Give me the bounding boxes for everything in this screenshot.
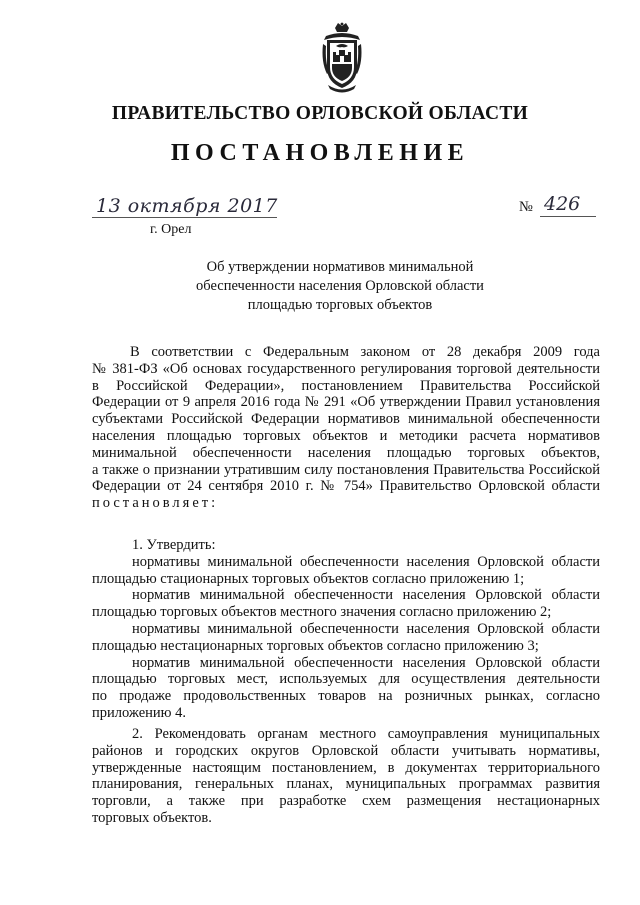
preamble-line: № 381-ФЗ «Об основах государственного регулирования торговой деятельности xyxy=(92,360,600,377)
item-1-line: приложению 4. xyxy=(92,704,187,721)
item-2-line: районов и городских округов Орловской области учитывать нормативы, xyxy=(92,742,600,759)
preamble-line: в Российской Федерации», постановлением Правительства Российской xyxy=(92,377,600,394)
item-2-line: 2. Рекомендовать органам местного самоуправления муниципальных xyxy=(132,726,600,742)
subject-line: Об утверждении нормативов минимальной xyxy=(206,259,474,275)
preamble-line: а также о признании утратившим силу постановления Правительства Российской xyxy=(92,461,600,478)
coat-of-arms-emblem xyxy=(318,22,366,94)
item-1-line: 1. Утвердить: xyxy=(132,537,216,553)
number-label: № xyxy=(519,199,533,215)
item-1-line: площадью стационарных торговых объектов согласно приложению 1; xyxy=(92,570,525,587)
preamble-line: В соответствии с Федеральным законом от 28 декабря 2009 года xyxy=(130,344,600,360)
date-underline xyxy=(92,217,277,218)
preamble-paragraph xyxy=(92,344,600,512)
item-1-line: норматив минимальной обеспеченности населения Орловской области xyxy=(132,654,600,671)
preamble-line: субъектами Российской Федерации нормативов минимальной обеспеченности xyxy=(92,411,600,428)
handwritten-number: 426 xyxy=(544,193,581,215)
item-1-line: площадью торговых объектов местного значения согласно приложению 2; xyxy=(92,604,552,621)
preamble-line: Федерации от 24 сентября 2010 г. № 754» Правительство Орловской области xyxy=(92,478,600,495)
item-1-line: площадью нестационарных торговых объектов согласно приложению 3; xyxy=(92,637,539,654)
number-underline xyxy=(540,216,596,217)
city-label: г. Орел xyxy=(150,222,192,237)
preamble-line: Федерации от 9 апреля 2016 года № 291 «Об утверждении Правил установления xyxy=(92,394,600,411)
item-1-paragraph xyxy=(92,537,600,722)
document-type-title: ПОСТАНОВЛЕНИЕ xyxy=(170,140,470,166)
item-1-line: по продаже продовольственных товаров на розничных рынках, согласно xyxy=(92,688,600,705)
organization-title: ПРАВИТЕЛЬСТВО ОРЛОВСКОЙ ОБЛАСТИ xyxy=(111,103,529,124)
item-1-line: нормативы минимальной обеспеченности населения Орловской области xyxy=(132,620,600,637)
item-2-line: утвержденные настоящим постановлением, в документах территориального xyxy=(92,759,600,776)
item-1-line: площадью торговых мест, используемых для осуществления деятельности xyxy=(92,671,600,688)
item-1-line: нормативы минимальной обеспеченности населения Орловской области xyxy=(132,553,600,570)
document-subject xyxy=(170,258,510,315)
subject-line: площадью торговых объектов xyxy=(247,297,433,313)
item-2-line: торговли, а также при разработке схем размещения нестационарных xyxy=(92,793,600,810)
item-2-line: торговых объектов. xyxy=(92,809,212,826)
preamble-line: минимальной обеспеченности населения площадью торговых объектов, xyxy=(92,444,600,461)
subject-line: обеспеченности населения Орловской области xyxy=(196,278,484,294)
preamble-line: населения площадью торговых объектов и методики расчета нормативов xyxy=(92,427,600,444)
item-2-paragraph xyxy=(92,726,600,827)
item-2-line: планирования, генеральных планах, муниципальных программах развития xyxy=(92,776,600,793)
preamble-line: постановляет: xyxy=(92,495,219,512)
handwritten-date: 13 октября 2017 xyxy=(96,195,278,217)
item-1-line: норматив минимальной обеспеченности населения Орловской области xyxy=(132,587,600,604)
